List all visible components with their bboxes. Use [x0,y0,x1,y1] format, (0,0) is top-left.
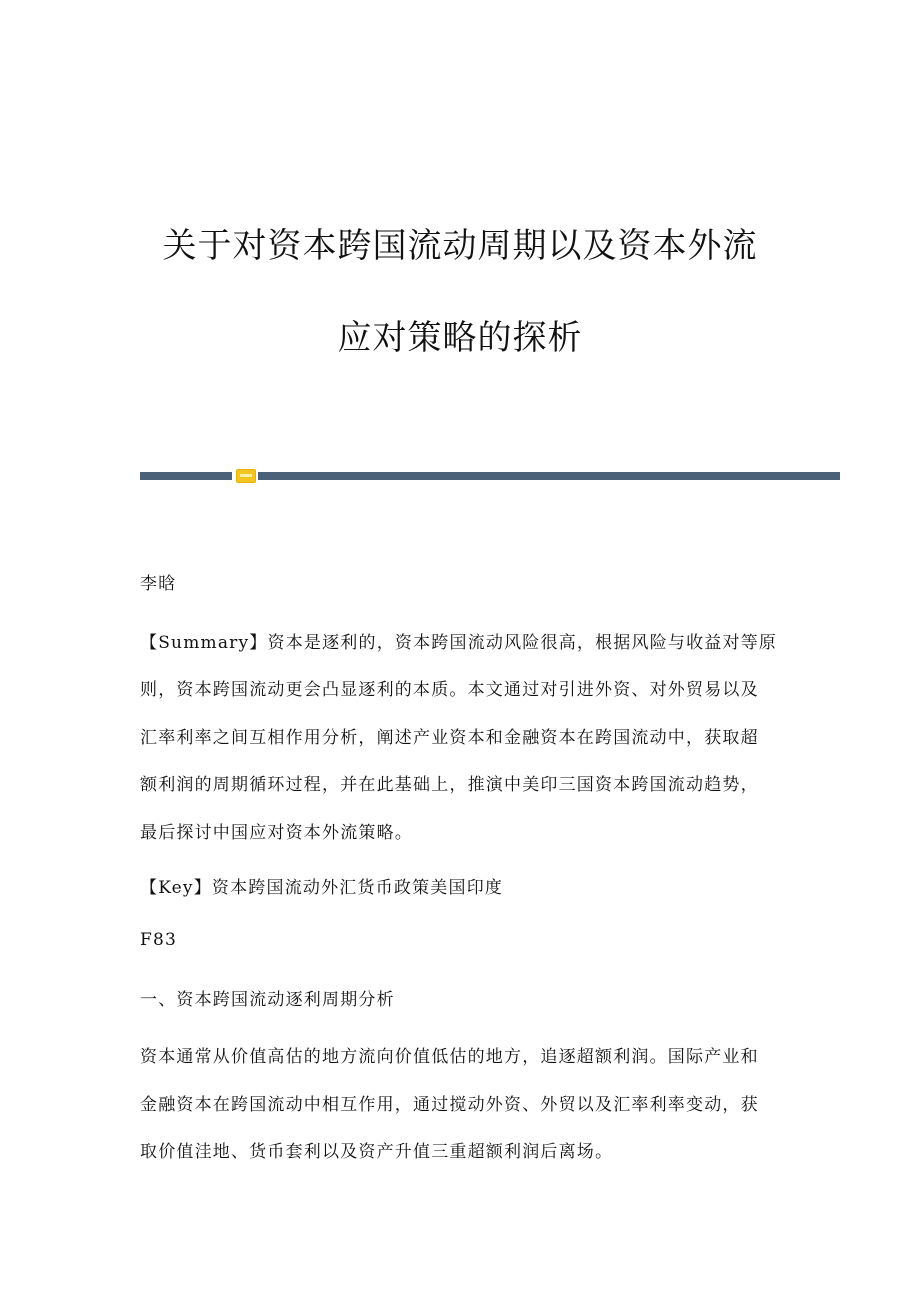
summary-line: 【Summary】资本是逐利的，资本跨国流动风险很高，根据风险与收益对等原 [140,633,778,653]
divider-bar-left [140,472,232,480]
classification-code: F83 [140,930,178,950]
section-heading: 一、资本跨国流动逐利周期分析 [140,990,395,1010]
summary-line: 额利润的周期循环过程，并在此基础上，推演中美印三国资本跨国流动趋势， [140,775,759,795]
summary-line: 最后探讨中国应对资本外流策略。 [140,823,413,843]
body-line: 资本通常从价值高估的地方流向价值低估的地方，追逐超额利润。国际产业和 [140,1047,759,1067]
summary-line: 汇率利率之间互相作用分析，阐述产业资本和金融资本在跨国流动中，获取超 [140,728,759,748]
divider-ornament-icon [236,469,256,483]
summary-line: 则，资本跨国流动更会凸显逐利的本质。本文通过对引进外资、对外贸易以及 [140,680,759,700]
author: 李晗 [140,574,177,594]
document-title-line-1: 关于对资本跨国流动周期以及资本外流 [162,226,758,266]
divider-bar-right [258,472,840,480]
document-title-line-2: 应对策略的探析 [337,318,583,358]
body-line: 金融资本在跨国流动中相互作用，通过搅动外资、外贸以及汇率利率变动，获 [140,1095,759,1115]
body-line: 取价值洼地、货币套利以及资产升值三重超额利润后离场。 [140,1142,614,1162]
keywords: 【Key】资本跨国流动外汇货币政策美国印度 [140,878,504,898]
